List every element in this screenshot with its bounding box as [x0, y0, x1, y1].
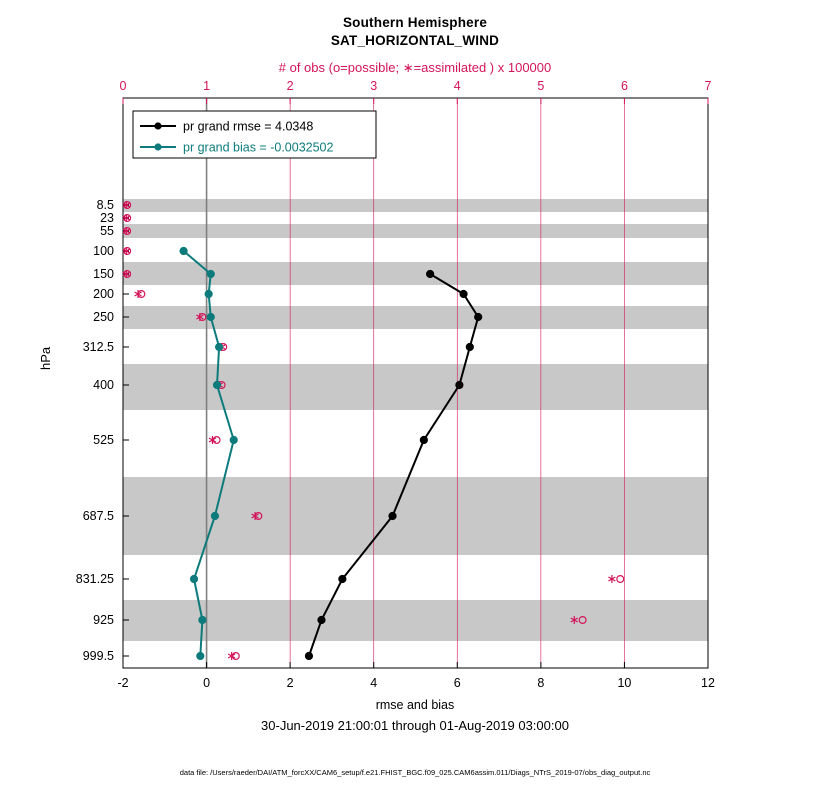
legend-swatch-point	[154, 122, 161, 129]
top-x-tick-label: 7	[704, 79, 712, 93]
x-tick-label: 6	[453, 676, 461, 690]
legend-label: pr grand rmse = 4.0348	[183, 119, 314, 134]
x-tick-label: 10	[617, 676, 632, 690]
series-line	[309, 274, 478, 656]
y-tick-label: 55	[100, 224, 114, 238]
y-tick-label: 8.5	[96, 198, 114, 212]
top-axis-label: # of obs (o=possible; ∗=assimilated ) x 100000	[278, 60, 552, 75]
series-point	[318, 616, 325, 623]
y-tick-label: 250	[93, 310, 114, 324]
title-line-1: Southern Hemisphere	[342, 15, 488, 30]
y-tick-label: 100	[93, 244, 114, 258]
shaded-band	[123, 199, 708, 212]
x-tick-label: 2	[286, 676, 294, 690]
legend-label: pr grand bias = -0.0032502	[183, 140, 334, 155]
top-x-tick-label: 1	[203, 79, 211, 93]
top-x-tick-label: 6	[620, 79, 628, 93]
top-x-tick-label: 3	[370, 79, 378, 93]
x-tick-label: 8	[537, 676, 545, 690]
series-point	[339, 575, 346, 582]
x-tick-label: -2	[117, 676, 129, 690]
series-point	[180, 247, 187, 254]
series-point	[420, 436, 427, 443]
series-point	[475, 313, 482, 320]
series-point	[197, 652, 204, 659]
x-tick-label: 4	[370, 676, 378, 690]
y-tick-label: 150	[93, 267, 114, 281]
series-point	[211, 512, 218, 519]
series-point	[305, 652, 312, 659]
top-x-tick-label: 0	[119, 79, 127, 93]
x-tick-label: 12	[701, 676, 715, 690]
series-point	[230, 436, 237, 443]
series-point	[213, 381, 220, 388]
y-tick-label: 831.25	[75, 572, 114, 586]
series-point	[207, 270, 214, 277]
y-tick-label: 200	[93, 287, 114, 301]
datafile-label: data file: /Users/raeder/DAI/ATM_forcXX/CAM6_setup/f.e21.FHIST_BGC.f09_025.CAM6assim.011/Diags_NTrS_2019-07/obs_diag_output.nc	[179, 768, 651, 777]
y-tick-label: 525	[93, 433, 114, 447]
shaded-band	[123, 600, 708, 641]
y-tick-label: 23	[100, 211, 114, 225]
series-point	[427, 270, 434, 277]
series-point	[460, 290, 467, 297]
x-tick-label: 0	[203, 676, 211, 690]
legend-swatch-point	[154, 143, 161, 150]
top-x-tick-label: 2	[286, 79, 294, 93]
series-point	[199, 616, 206, 623]
top-x-tick-label: 5	[537, 79, 545, 93]
top-x-tick-label: 4	[453, 79, 461, 93]
shaded-band	[123, 364, 708, 410]
y-tick-label: 312.5	[82, 340, 114, 354]
date-range-label: 30-Jun-2019 21:00:01 through 01-Aug-2019 03:00:00	[261, 718, 569, 733]
title-line-2: SAT_HORIZONTAL_WIND	[330, 33, 500, 48]
series-point	[466, 343, 473, 350]
series-point	[207, 313, 214, 320]
y-tick-label: 925	[93, 613, 114, 627]
series-point	[456, 381, 463, 388]
y-tick-label: 687.5	[82, 509, 114, 523]
series-point	[190, 575, 197, 582]
y-axis-label: hPa	[38, 346, 53, 370]
bottom-axis-label: rmse and bias	[375, 698, 455, 712]
series-point	[205, 290, 212, 297]
y-tick-label: 400	[93, 378, 114, 392]
y-tick-label: 999.5	[82, 649, 114, 663]
series-point	[216, 343, 223, 350]
series-point	[389, 512, 396, 519]
